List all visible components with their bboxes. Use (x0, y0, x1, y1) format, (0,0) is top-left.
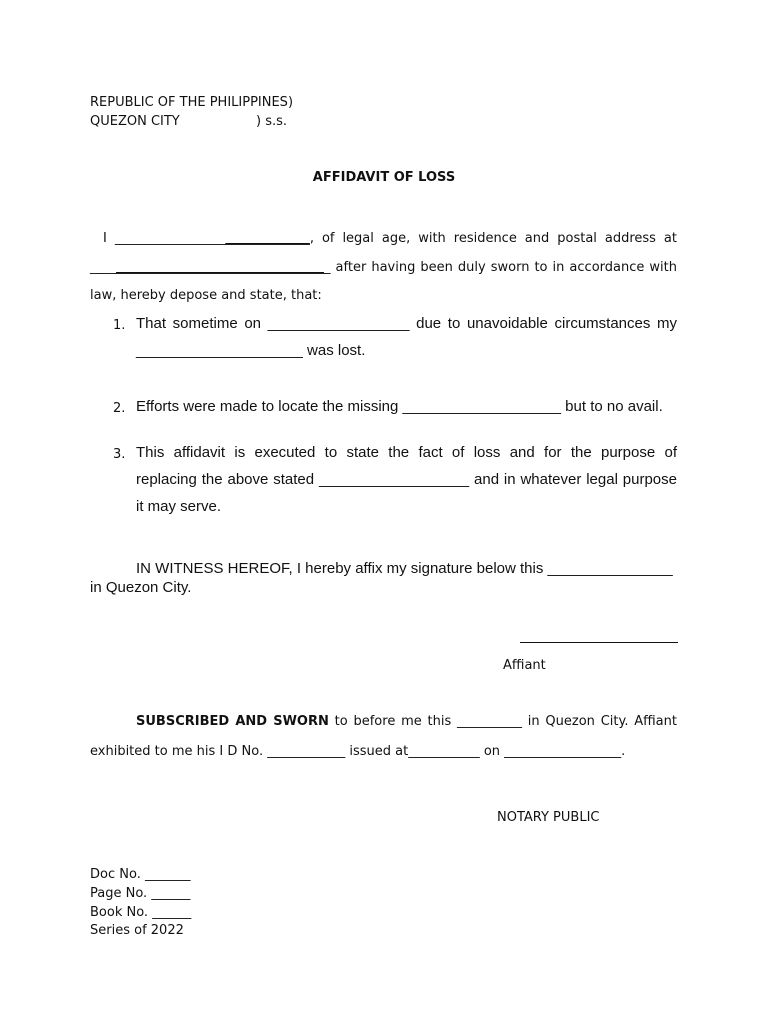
sworn-bold: SUBSCRIBED AND SWORN (136, 714, 329, 729)
intro-line-1 (90, 231, 677, 246)
header-city: QUEZON CITY (90, 114, 180, 129)
sworn-line-1-rest: to before me this __________ in Quezon City. Affiant (328, 714, 677, 729)
affiant-label: Affiant (503, 658, 546, 673)
item-3-line-1: This affidavit is executed to state the fact of loss and for the purpose of (136, 444, 677, 461)
intro-line-3: law, hereby depose and state, that: (90, 288, 322, 303)
page-title: AFFIDAVIT OF LOSS (312, 170, 456, 185)
item-1-line-2: ____________________ was lost. (136, 342, 366, 359)
witness-line-1: IN WITNESS HEREOF, I hereby affix my signature below this _______________ (136, 560, 673, 577)
item-3-number: 3. (113, 447, 126, 462)
intro-line-1-start: I _________________ (103, 231, 226, 246)
witness-line-2: in Quezon City. (90, 579, 192, 596)
item-3-line-2: replacing the above stated __________________ and in whatever legal purpose (136, 471, 677, 488)
notary-label: NOTARY PUBLIC (497, 810, 600, 825)
header-republic: REPUBLIC OF THE PHILIPPINES) (90, 95, 294, 110)
intro-line-1-rest: , of legal age, with residence and postal address at (309, 231, 677, 246)
item-3-line-3: it may serve. (136, 498, 222, 515)
intro-line-2-blank: ________________________________ (116, 260, 324, 275)
sworn-line-1 (90, 714, 677, 729)
intro-line-2-rest: _ after having been duly sworn to in accordance with (324, 260, 677, 275)
item-2-number: 2. (113, 401, 126, 416)
item-1-number: 1. (113, 318, 126, 333)
header-ss: ) s.s. (256, 114, 288, 129)
intro-line-1-blank: _____________ (225, 231, 310, 246)
intro-line-2 (90, 260, 677, 275)
intro-line-2-lead: ____ (90, 260, 116, 275)
item-1-line-1: That sometime on _________________ due to unavoidable circumstances my (136, 315, 677, 332)
page-no: Page No. ______ (90, 886, 191, 901)
item-2-line-1: Efforts were made to locate the missing ___________________ but to no avail. (136, 398, 663, 415)
sworn-line-2: exhibited to me his I D No. ____________ issued at___________ on __________________. (90, 744, 626, 759)
doc-no: Doc No. _______ (90, 867, 191, 882)
book-no: Book No. ______ (90, 905, 192, 920)
affiant-signature-line (520, 642, 678, 643)
series: Series of 2022 (90, 923, 184, 938)
